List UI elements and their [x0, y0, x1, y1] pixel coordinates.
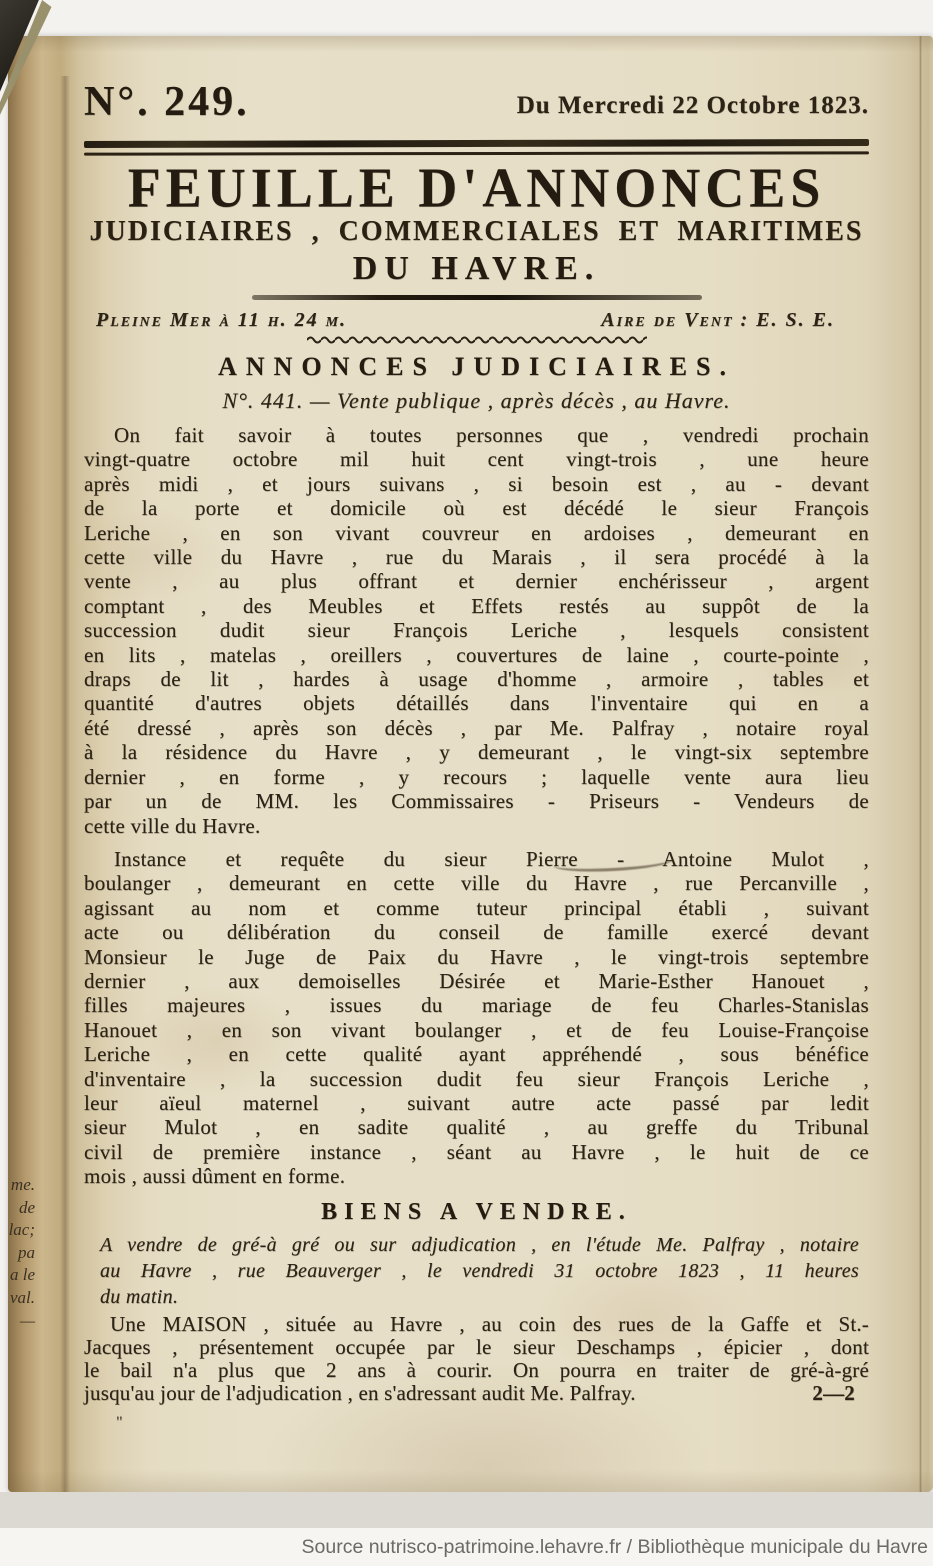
stray-ink-mark: " [116, 1413, 123, 1431]
fragment: me. [10, 1175, 35, 1194]
text-line: A vendre de gré-à gré ou sur adjudication , en l'étude Me. Palfray , notaire [100, 1233, 859, 1256]
last-line-text: jusqu'au jour de l'adjudication , en s'adressant audit Me. Palfray. [84, 1381, 636, 1406]
source-caption: Source nutrisco-patrimoine.lehavre.fr / Bibliothèque municipale du Havre [0, 1528, 933, 1566]
text-line: Leriche , en cette qualité ayant appréhendé , sous bénéfice [84, 1042, 869, 1067]
text-line: cette ville du Havre. [84, 813, 261, 838]
fragment: — [19, 1310, 35, 1330]
text-line: au Havre , rue Beauverger , le vendredi 31 octobre 1823 , 11 heures [100, 1259, 859, 1282]
text-line: leur aïeul maternel , suivant autre acte passé par ledit [84, 1090, 869, 1115]
fragment: a le [9, 1265, 35, 1285]
fragment: de [18, 1197, 35, 1217]
page-right-edge [919, 36, 922, 1492]
tide-wind-line [84, 300, 869, 332]
newspaper-page [8, 36, 933, 1492]
text-line: acte ou délibération du conseil de famille exercé devant [84, 920, 869, 945]
paragraph-maison [84, 1313, 869, 1383]
text-line: Monsieur le Juge de Paix du Havre , le vingt-trois septembre [84, 944, 869, 969]
text-line: vente , au plus offrant et dernier enchérisseur , argent [84, 569, 869, 594]
text-line: boulanger , demeurant en cette ville du Havre , rue Percanville , [84, 871, 869, 896]
text-line: Hanouet , en son vivant boulanger , et de feu Louise-Françoise [84, 1017, 869, 1042]
text-line: agissant au nom et comme tuteur principal établi , suivant [84, 895, 869, 920]
biens-intro-italic [84, 1232, 869, 1310]
text-line: Instance et requête du sieur Pierre - Antoine Mulot , [114, 846, 869, 871]
text-line: en lits , matelas , oreillers , couvertures de laine , courte-pointe , [84, 642, 869, 667]
fragment: lac; [8, 1220, 35, 1240]
text-line: à la résidence du Havre , y demeurant , le vingt-six septembre [84, 740, 869, 765]
scan-footer-shadow [0, 1492, 933, 1528]
text-line: par un de MM. les Commissaires - Priseurs - Vendeurs de [84, 789, 869, 814]
text-line: Jacques , présentement occupée par le sieur Deschamps , épicier , dont [84, 1334, 869, 1359]
fragment: val. [9, 1287, 35, 1307]
text-line: dernier , en forme , y recours ; laquelle vente aura lieu [84, 764, 869, 789]
scan-footer [0, 1492, 933, 1566]
header-rule-thin [84, 151, 869, 155]
facing-page-fragments [8, 1174, 35, 1332]
text-line: quantité d'autres objets détaillés dans l'inventaire qui en a [84, 691, 869, 716]
fragment: pa [18, 1242, 35, 1262]
text-line: d'inventaire , la succession dudit feu sieur François Leriche , [84, 1066, 869, 1091]
masthead-subtitle: JUDICIAIRES , COMMERCIALES ET MARITIMES [89, 216, 864, 247]
wavy-rule [307, 335, 647, 345]
text-line: Leriche , en son vivant couvreur en ardoises , demeurant en [84, 520, 869, 545]
text-line: été dressé , après son décès , par Me. Palfray , notaire royal [84, 715, 869, 740]
insertion-mark: 2—2 [812, 1381, 855, 1406]
text-line: Une MAISON , située au Havre , au coin des rues de la Gaffe et St.- [110, 1311, 869, 1336]
text-line: mois , aussi dûment en forme. [84, 1164, 346, 1189]
wavy-rule-wrap [84, 335, 869, 345]
text-line: après midi , et jours suivans , si besoin est , au - devant [84, 471, 869, 496]
date-line: Du Mercredi 22 Octobre 1823. [516, 92, 869, 119]
paragraph-instance [84, 847, 869, 1189]
text-line: filles majeures , issues du mariage de feu Charles-Stanislas [84, 993, 869, 1018]
text-line: On fait savoir à toutes personnes que , vendredi prochain [114, 423, 869, 447]
text-line: civil de première instance , séant au Havre , le huit de ce [84, 1139, 869, 1164]
tide-info: Pleine Mer à 11 h. 24 m. [96, 309, 348, 331]
text-line: cette ville du Havre , rue du Marais , il sera procédé à la [84, 545, 869, 570]
text-line: succession dudit sieur François Leriche , lesquels consistent [84, 618, 869, 643]
section-heading-annonces-judiciaires: ANNONCES JUDICIAIRES. [218, 352, 735, 381]
text-line: de la porte et domicile où est décédé le sieur François [84, 496, 869, 521]
section-heading-biens-a-vendre: BIENS A VENDRE. [321, 1198, 632, 1225]
masthead-title: FEUILLE D'ANNONCES [127, 156, 826, 220]
notice-441-title: N°. 441. — Vente publique , après décès , au Havre. [222, 388, 731, 413]
text-line: vingt-quatre octobre mil huit cent vingt-trois , une heure [84, 447, 869, 472]
text-line: dernier , aux demoiselles Désirée et Marie-Esther Hanouet , [84, 968, 869, 993]
paragraph-maison-last-line [84, 1382, 869, 1405]
wind-info: Aire de Vent : E. S. E. [601, 309, 835, 331]
text-line: du matin. [100, 1285, 179, 1308]
issue-header [84, 36, 869, 126]
masthead-city: DU HAVRE. [352, 250, 601, 287]
header-rule-thick [84, 139, 869, 148]
printed-content [84, 36, 869, 1432]
binding-crease [60, 76, 70, 1492]
issue-number: N°. 249. [84, 79, 250, 125]
text-line: comptant , des Meubles et Effets restés au suppôt de la [84, 593, 869, 618]
text-line: draps de lit , hardes à usage d'homme , armoire , tables et [84, 667, 869, 692]
text-line: le bail n'a plus que 2 ans à courir. On pourra en traiter de gré-à-gré [84, 1358, 869, 1383]
paragraph-sale-notice [84, 423, 869, 838]
text-line: sieur Mulot , en sadite qualité , au greffe du Tribunal [84, 1115, 869, 1140]
